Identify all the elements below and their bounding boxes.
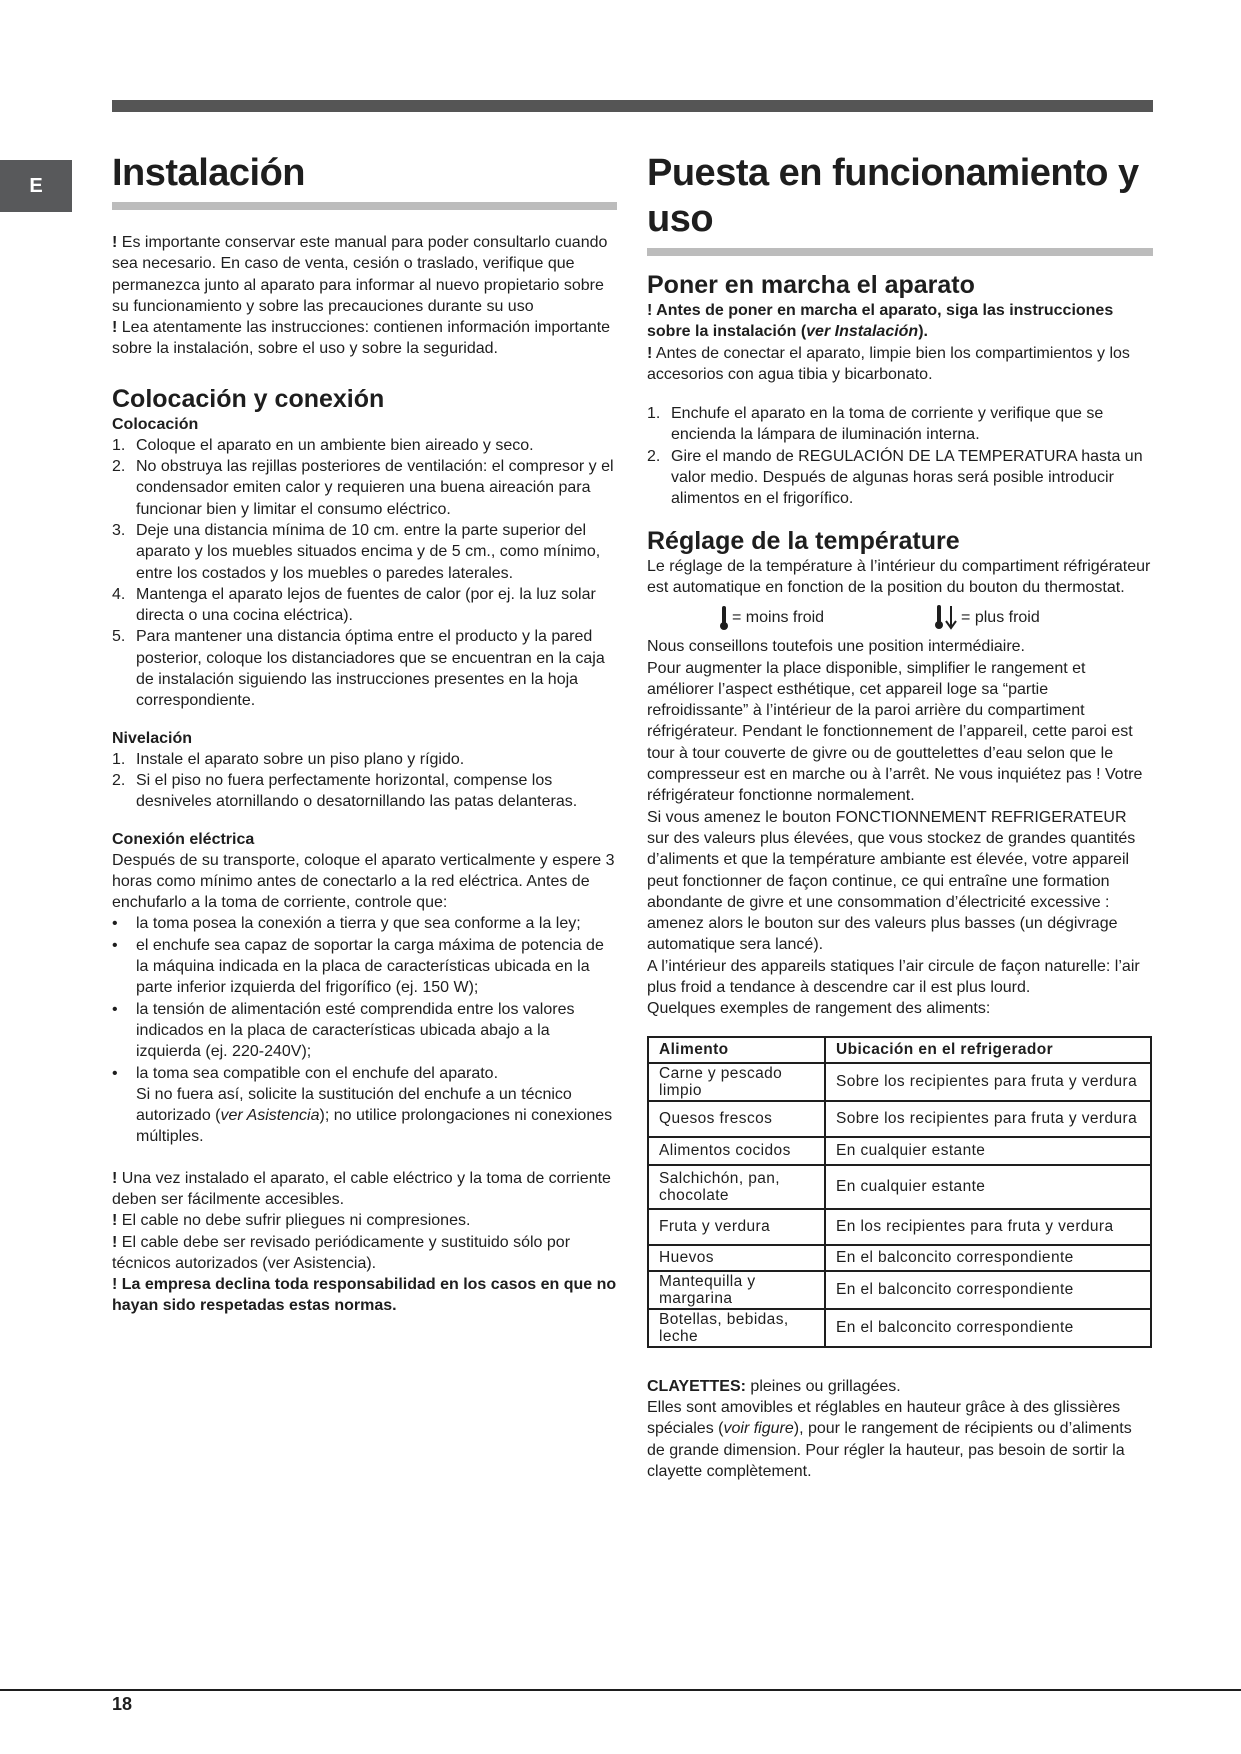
warning-line: ! El cable no debe sufrir pliegues ni compresiones.	[112, 1212, 471, 1230]
list-item: 1. Enchufe el aparato en la toma de corriente y verifique que se encienda la lámpara de iluminación interna.	[647, 405, 1104, 444]
table-header-row	[648, 1037, 1151, 1063]
reglage-heading: Réglage de la température	[647, 526, 960, 555]
warning-line: ! Una vez instalado el aparato, el cable eléctrico y la toma de corriente deben ser fácilmente accesibles.	[112, 1169, 611, 1208]
list-item: 2. Si el piso no fuera perfectamente horizontal, compense los desniveles atornillando o desatornillando las patas delanteras.	[112, 771, 578, 811]
table-row	[648, 1209, 1151, 1245]
list-item: 2. Gire el mando de REGULACIÓN DE LA TEMPERATURA hasta un valor medio. Después de algunas horas será posible introducir alimentos en el frigorífico.	[647, 447, 1143, 508]
language-tab: E	[0, 160, 72, 212]
table-cell: Salchichón, pan, chocolate	[648, 1165, 825, 1209]
list-item: 2. No obstruya las rejillas posteriores de ventilación: el compresor y el condensador emiten calor y requieren una buena aireación para funcionar bien y limitar el consumo eléctrico.	[112, 458, 614, 518]
table-header-cell: Ubicación en el refrigerador	[825, 1037, 1151, 1063]
table-cell: En cualquier estante	[825, 1165, 1151, 1209]
table-cell: Botellas, bebidas, leche	[648, 1309, 825, 1347]
legend-plus-froid: = plus froid	[934, 604, 1040, 632]
intro-block	[112, 232, 617, 360]
poner-note: ! Antes de conectar el aparato, limpie bien los compartimientos y los accesorios con agua tibia y bicarbonato.	[647, 344, 1130, 383]
colocacion-heading: Colocación y conexión	[112, 384, 385, 413]
title-rule	[647, 248, 1153, 256]
nivelacion-subheading: Nivelación	[112, 729, 193, 747]
list-item: 5. Para mantener una distancia óptima entre el producto y la pared posterior, coloque los distanciadores que se encuentran en la caja de instalación siguiendo las instrucciones presentes en la hoja correspondiente.	[112, 628, 605, 710]
colocacion-subheading: Colocación	[112, 415, 199, 433]
clayettes-label-line: CLAYETTES: pleines ou grillagées.	[647, 1377, 901, 1395]
table-cell: En el balconcito correspondiente	[825, 1245, 1151, 1271]
table-row	[648, 1165, 1151, 1209]
list-item: 1. Instale el aparato sobre un piso plano y rígido.	[112, 750, 465, 768]
intro-paragraph: ! Lea atentamente las instrucciones: contienen información importante sobre la instalación, sobre el uso y sobre la seguridad.	[112, 319, 611, 358]
colocacion-list	[112, 435, 617, 712]
conexion-bullets	[112, 913, 617, 1083]
table-row	[648, 1245, 1151, 1271]
legend-moins-froid: = moins froid	[719, 604, 824, 632]
conexion-paragraph: Después de su transporte, coloque el aparato verticalmente y espere 3 horas como mínimo antes de conectarlo a la red eléctrica. Antes de enchufarlo a la toma de corriente, controle que:	[112, 851, 615, 912]
table-cell: Carne y pescado limpio	[648, 1063, 825, 1101]
left-column	[112, 150, 617, 1317]
table-row	[648, 1271, 1151, 1309]
table-cell: Fruta y verdura	[648, 1209, 825, 1245]
page-number: 18	[112, 1694, 133, 1714]
top-bar	[112, 100, 1153, 112]
food-storage-table	[647, 1036, 1152, 1348]
table-cell: Alimentos cocidos	[648, 1137, 825, 1165]
table-cell: Mantequilla y margarina	[648, 1271, 825, 1309]
table-row	[648, 1101, 1151, 1137]
bullet-icon: •	[112, 1000, 118, 1018]
thermometer-cold-icon	[934, 604, 958, 632]
thermometer-low-icon	[719, 605, 729, 631]
bullet-icon: •	[112, 1064, 118, 1082]
list-item: • la toma sea compatible con el enchufe del aparato.	[112, 1063, 617, 1084]
table-cell: En el balconcito correspondiente	[825, 1271, 1151, 1309]
table-cell: Sobre los recipientes para fruta y verdura	[825, 1101, 1151, 1137]
table-cell: Sobre los recipientes para fruta y verdura	[825, 1063, 1151, 1101]
bullet-icon: •	[112, 936, 118, 954]
thermostat-legend	[647, 604, 1153, 632]
table-row	[648, 1063, 1151, 1101]
poner-list	[647, 403, 1153, 509]
conexion-subheading: Conexión eléctrica	[112, 830, 255, 848]
list-item: 1. Coloque el aparato en un ambiente bien aireado y seco.	[112, 436, 534, 454]
poner-heading: Poner en marcha el aparato	[647, 271, 975, 299]
intro-paragraph: ! Es importante conservar este manual para poder consultarlo cuando sea necesario. En caso de venta, cesión o traslado, verifique que permanezca junto al aparato para informar al nuevo propietario sobre su funcionamiento y sobre las precauciones durante su uso	[112, 234, 608, 315]
table-cell: En cualquier estante	[825, 1137, 1151, 1165]
list-item: 3. Deje una distancia mínima de 10 cm. entre la parte superior del aparato y los muebles situados encima y de 5 cm., como mínimo, entre los costados y los muebles o paredes laterales.	[112, 521, 601, 582]
list-item: • la tensión de alimentación esté comprendida entre los valores indicados en la placa de características ubicada abajo a la izquierda (ej. 220-240V);	[112, 1000, 575, 1061]
poner-bold-note: ! Antes de poner en marcha el aparato, siga las instrucciones sobre la instalación (ver Instalación).	[647, 302, 1114, 341]
list-item: • la toma posea la conexión a tierra y que sea conforme a la ley;	[112, 913, 617, 934]
final-warning: ! La empresa declina toda responsabilidad en los casos en que no hayan sido respetadas estas normas.	[112, 1276, 617, 1315]
usage-title: Puesta en funcionamiento y uso	[647, 152, 1139, 240]
table-row	[648, 1309, 1151, 1347]
list-item: 4. Mantenga el aparato lejos de fuentes de calor (por ej. la luz solar directa o una cocina eléctrica).	[112, 585, 596, 625]
nivelacion-list	[112, 749, 617, 813]
reglage-intro: Le réglage de la température à l’intérieur du compartiment réfrigérateur est automatique en fonction de la position du bouton du thermostat.	[647, 557, 1151, 596]
right-column	[647, 150, 1153, 1482]
title-rule	[112, 202, 617, 210]
reglage-body: Nous conseillons toutefois une position intermédiaire. Pour augmenter la place disponible, simplifier le rangement et améliorer l’aspect esthétique, cet appareil loge sa “partie refroidissante” à l’intérieur de la paroi arrière du compartiment réfrigérateur. Pendant le fonctionnement de l’appareil, cette paroi est tour à tour couverte de givre ou de gouttelettes d’eau selon que le compresseur est en marche ou à l’arrêt. Ne vous inquiétez pas ! Votre réfrigérateur fonctionne normalement. Si vous amenez le bouton FONCTIONNEMENT REFRIGERATEUR sur des valeurs plus élevées, que vous stockez de grandes quantités d’aliments et que la température ambiante est élevée, votre appareil peut fonctionner de façon continue, ce qui entraîne une formation abondante de givre et une consommation d’électricité excessive : amenez alors le bouton sur des valeurs plus basses (un dégivrage automatique sera lancé). A l’intérieur des appareils statiques l’air circule de façon naturelle: l’air plus froid a tendance à descendre car il est plus lourd. Quelques exemples de rangement des aliments:	[647, 638, 1143, 1018]
table-cell: En los recipientes para fruta y verdura	[825, 1209, 1151, 1245]
table-row	[648, 1137, 1151, 1165]
warning-line: ! El cable debe ser revisado periódicamente y sustituido sólo por técnicos autorizados (ver Asistencia).	[112, 1233, 571, 1272]
footer-rule	[0, 1689, 1241, 1691]
table-header-cell: Alimento	[648, 1037, 825, 1063]
table-cell: Huevos	[648, 1245, 825, 1271]
table-cell: En el balconcito correspondiente	[825, 1309, 1151, 1347]
table-cell: Quesos frescos	[648, 1101, 825, 1137]
warnings-block	[112, 1168, 617, 1317]
bullet-icon: •	[112, 915, 118, 933]
list-item: • el enchufe sea capaz de soportar la carga máxima de potencia de la máquina indicada en la placa de características ubicada en la parte inferior izquierda del frigorífico (ej. 150 W);	[112, 936, 604, 997]
clayettes-paragraph: Elles sont amovibles et réglables en hauteur grâce à des glissières spéciales (voir figure), pour le rangement de récipients ou d’aliments de grande dimension. Pour régler la hauteur, pas besoin de sortir la clayette complètement.	[647, 1398, 1132, 1480]
installation-title: Instalación	[112, 152, 305, 194]
conexion-tail: Si no fuera así, solicite la sustitución del enchufe a un técnico autorizado (ver Asistencia); no utilice prolongaciones ni conexiones múltiples.	[136, 1085, 613, 1146]
